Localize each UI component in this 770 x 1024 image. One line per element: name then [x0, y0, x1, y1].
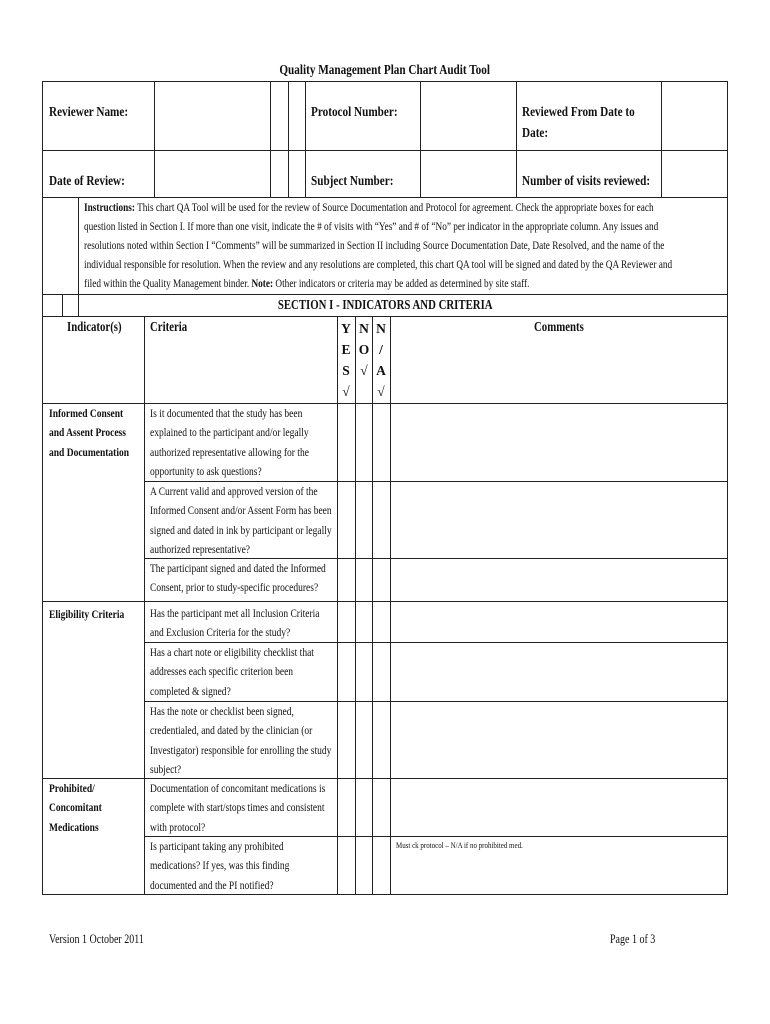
indicator-informed-consent: Informed Consent and Assent Process and Documentation: [49, 407, 130, 459]
date-of-review-label: Date of Review:: [49, 174, 125, 189]
indicator-eligibility: Eligibility Criteria: [49, 608, 125, 621]
indicator-column-header: Indicator(s): [67, 319, 122, 334]
indicator-medications: Prohibited/ Concomitant Medications: [49, 782, 102, 834]
protocol-number-label: Protocol Number:: [311, 105, 398, 120]
instructions-text: Instructions: This chart QA Tool will be used for the review of Source Documentation and Protocol for agreement. Check the appropriate boxes for each question listed in Section I. If more than one visit, indicate the # of visits with “Yes” and # of “No” per indicator in the appropriate column. Any issues and resolutions noted within Section I “Comments” will be summarized in Section II including Source Documentation Date, Date Resolved, and the name of the individual responsible for resolution. When the review and any resolutions are completed, this chart QA tool will be signed and dated by the QA Reviewer and filed within the Quality Management binder. Note: Other indicators or criteria may be added as determined by site staff.: [84, 202, 673, 290]
na-column-header: N / A √: [376, 321, 386, 399]
section-title: SECTION I - INDICATORS AND CRITERIA: [277, 297, 493, 312]
criteria-row-2: A Current valid and approved version of the Informed Consent and/or Assent Form has been signed and dated in ink by participant or legally authorized representative?: [150, 485, 332, 556]
criteria-row-7: Documentation of concomitant medications is complete with start/stops times and consistent with protocol?: [150, 782, 326, 834]
criteria-row-8: Is participant taking any prohibited medications? If yes, was this finding documented and the PI notified?: [150, 840, 290, 892]
reviewer-name-label: Reviewer Name:: [49, 105, 129, 120]
visits-reviewed-label: Number of visits reviewed:: [522, 174, 651, 189]
subject-number-label: Subject Number:: [311, 174, 394, 189]
criteria-column-header: Criteria: [150, 319, 188, 334]
criteria-row-5: Has a chart note or eligibility checklist that addresses each specific criterion been completed & signed?: [150, 646, 314, 698]
criteria-row-6: Has the note or checklist been signed, credentialed, and dated by the clinician (or Investigator) responsible for enrolling the study subject?: [150, 705, 332, 776]
criteria-row-1: Is it documented that the study has been explained to the participant and/or legally authorized representative allowing for the opportunity to ask questions?: [150, 407, 309, 478]
comment-row-8: Must ck protocol – N/A if no prohibited med.: [396, 840, 523, 850]
reviewed-from-label-2: Date:: [522, 126, 549, 141]
footer-version: Version 1 October 2011: [49, 932, 144, 946]
reviewed-from-label: Reviewed From Date to: [522, 105, 635, 120]
comments-column-header: Comments: [534, 319, 584, 334]
no-column-header: N O √: [358, 321, 370, 378]
criteria-row-4: Has the participant met all Inclusion Criteria and Exclusion Criteria for the study?: [150, 607, 320, 640]
criteria-row-3: The participant signed and dated the Informed Consent, prior to study-specific procedures?: [150, 562, 326, 595]
footer-page-number: Page 1 of 3: [610, 932, 656, 946]
document-title: Quality Management Plan Chart Audit Tool: [279, 63, 491, 78]
yes-column-header: Y E S √: [341, 321, 351, 399]
